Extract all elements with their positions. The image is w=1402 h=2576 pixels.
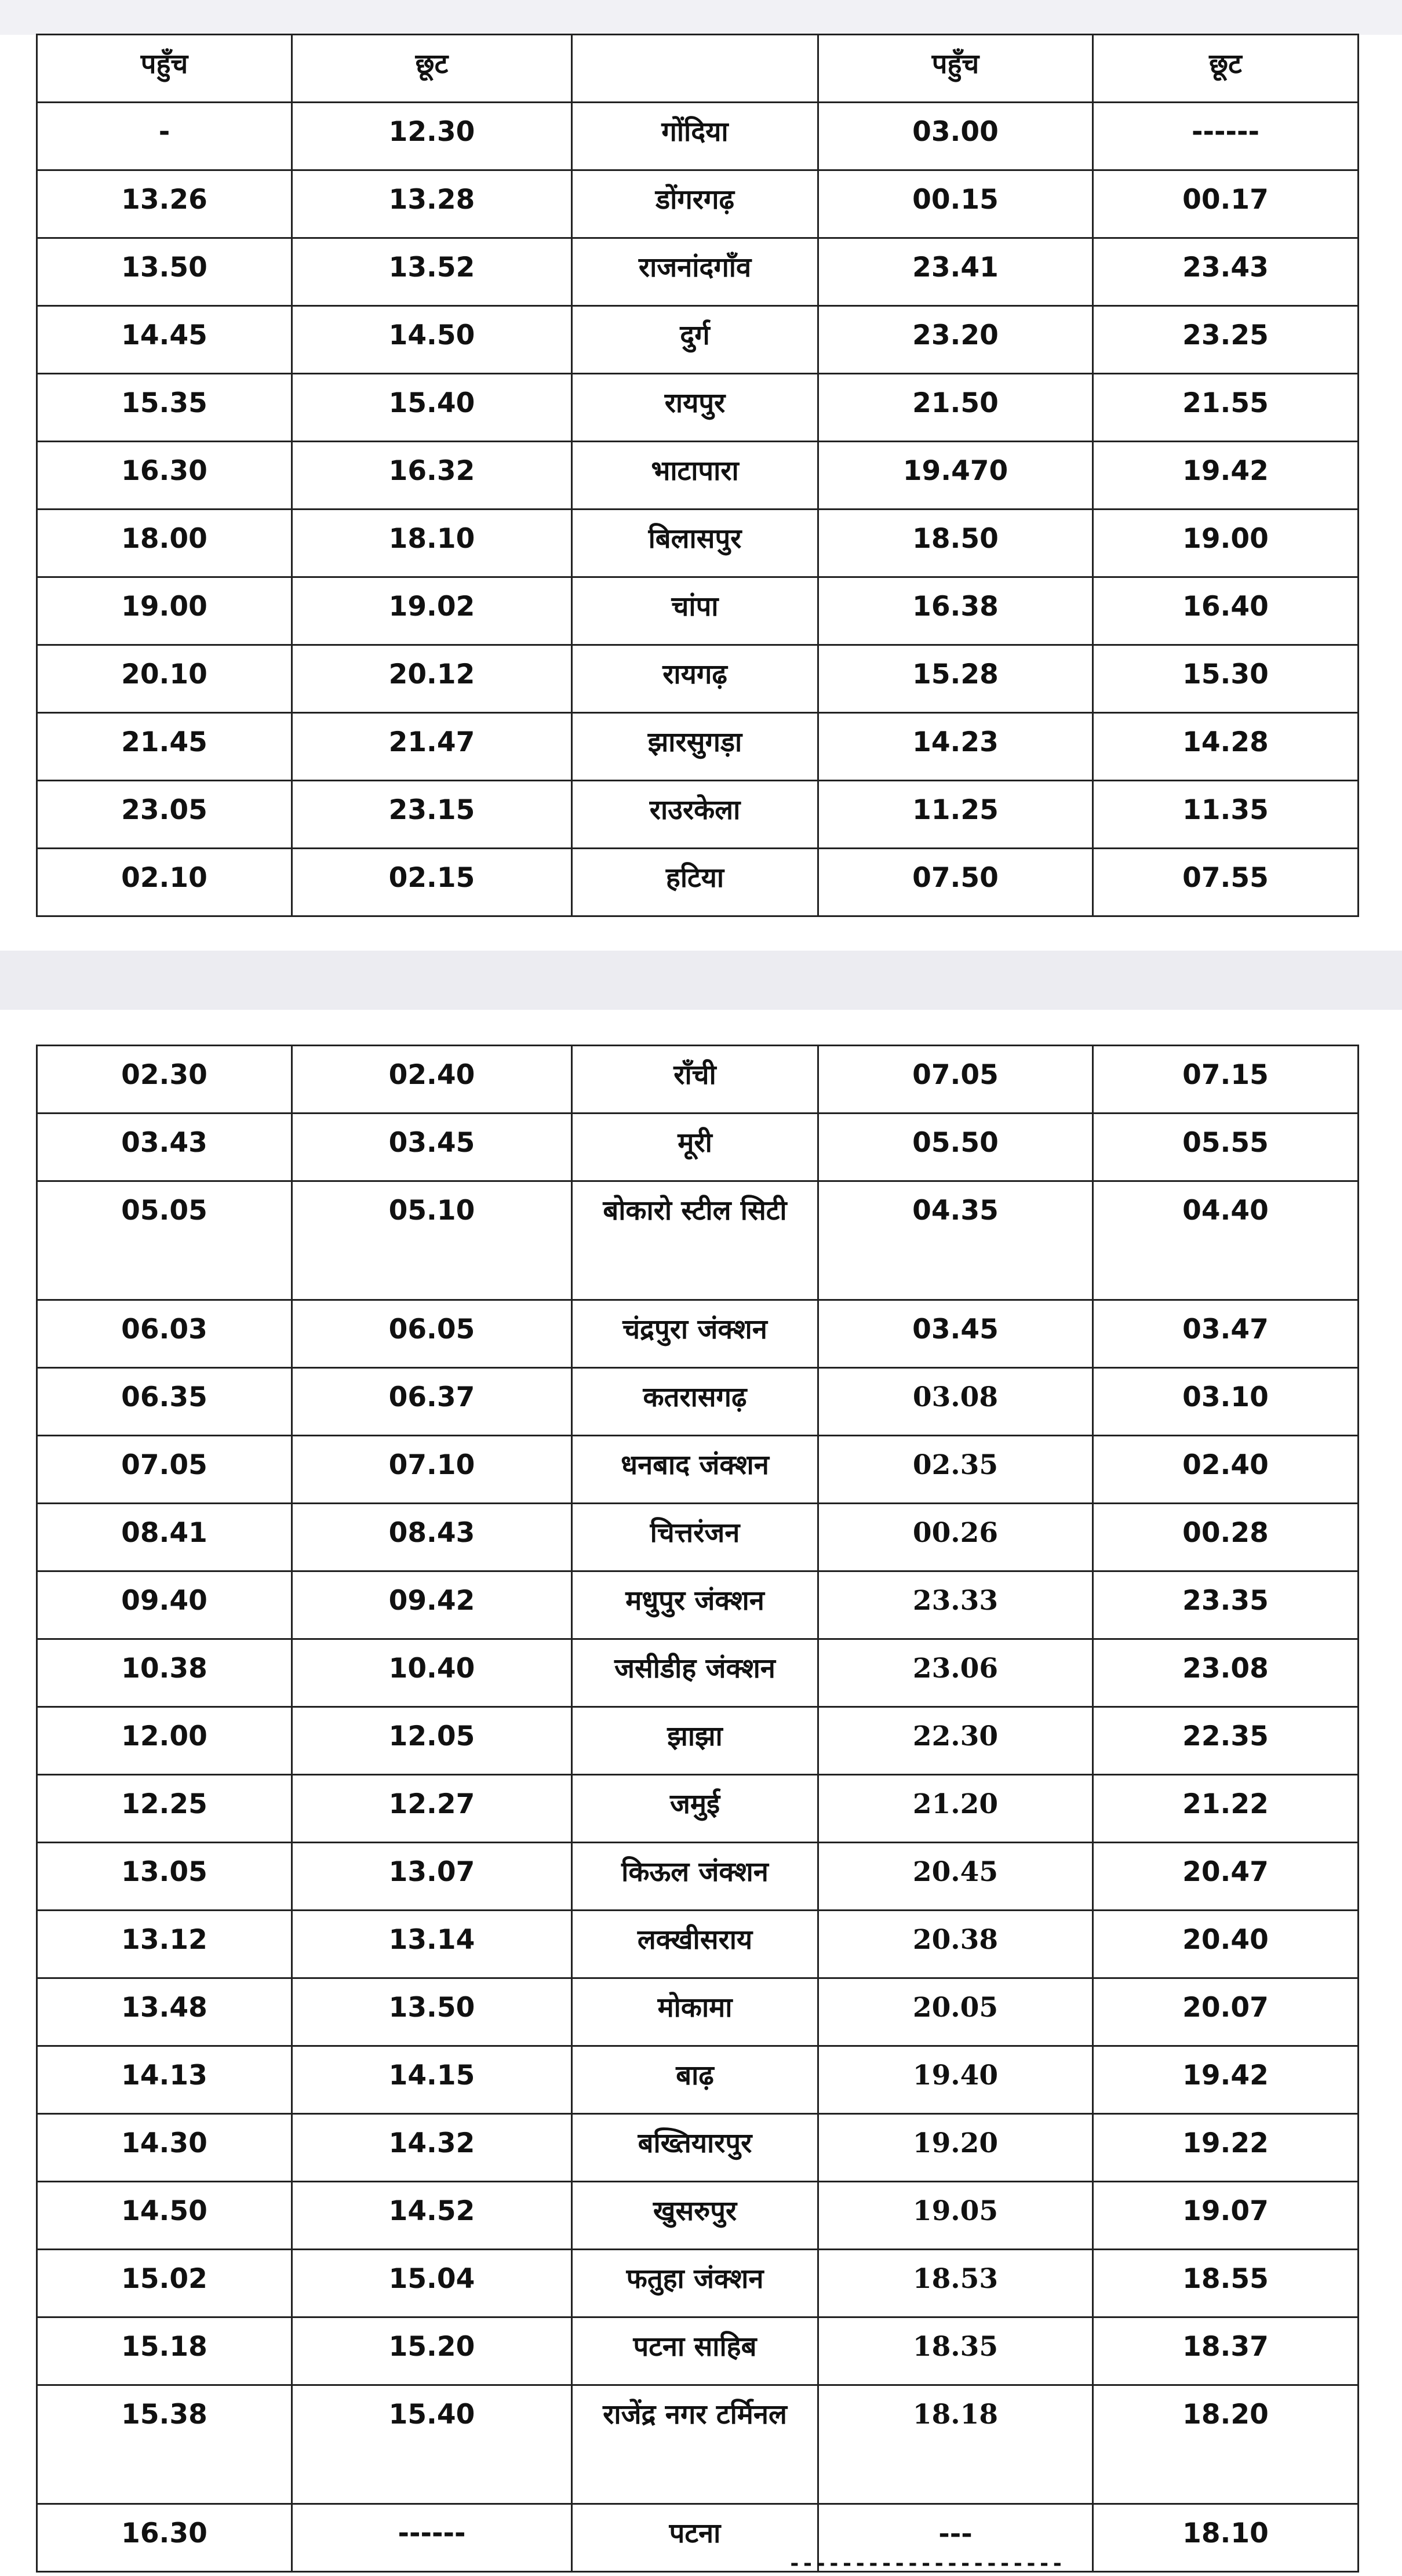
table-cell: 07.10 [292, 1436, 572, 1504]
column-header: छूट [292, 35, 572, 103]
table-cell: 21.55 [1093, 374, 1359, 442]
table-cell: 16.30 [37, 442, 292, 510]
table-cell: 21.47 [292, 713, 572, 781]
table-cell: 10.38 [37, 1639, 292, 1707]
table-cell: 05.50 [818, 1114, 1093, 1181]
table-cell: 20.38 [818, 1911, 1093, 1978]
table-cell: रायगढ़ [572, 645, 818, 713]
table-row [37, 1639, 1359, 1707]
table-cell: हटिया [572, 849, 818, 916]
table-cell: 15.28 [818, 645, 1093, 713]
table-cell: 12.25 [37, 1775, 292, 1843]
table-cell: 06.35 [37, 1368, 292, 1436]
table-row [37, 2504, 1359, 2572]
table-cell: 09.40 [37, 1571, 292, 1639]
table-cell: 18.20 [1093, 2385, 1359, 2504]
table-cell: फतुहा जंक्शन [572, 2250, 818, 2317]
table-cell: 14.50 [292, 306, 572, 374]
table-cell: 13.50 [292, 1978, 572, 2046]
table-cell: 19.22 [1093, 2114, 1359, 2182]
table-row [37, 1181, 1359, 1300]
table-cell: झारसुगड़ा [572, 713, 818, 781]
table-cell: 15.20 [292, 2317, 572, 2385]
table-cell: 18.10 [292, 510, 572, 577]
table-cell: झाझा [572, 1707, 818, 1775]
table-cell: 12.00 [37, 1707, 292, 1775]
table-cell: 18.35 [818, 2317, 1093, 2385]
table-cell: 13.50 [37, 238, 292, 306]
table-cell: लक्खीसराय [572, 1911, 818, 1978]
table-row [37, 1911, 1359, 1978]
top-strip [0, 0, 1402, 35]
table-cell: 23.25 [1093, 306, 1359, 374]
table-cell: डोंगरगढ़ [572, 170, 818, 238]
table-row [37, 577, 1359, 645]
table-cell: 02.10 [37, 849, 292, 916]
table-row [37, 510, 1359, 577]
table-cell: 23.15 [292, 781, 572, 849]
table-cell: 19.40 [818, 2046, 1093, 2114]
table-cell: 19.05 [818, 2182, 1093, 2250]
table-cell: 19.42 [1093, 2046, 1359, 2114]
table-cell: 19.02 [292, 577, 572, 645]
table-cell: 23.43 [1093, 238, 1359, 306]
table-cell: 21.50 [818, 374, 1093, 442]
table-cell: राजनांदगाँव [572, 238, 818, 306]
table-cell: 19.07 [1093, 2182, 1359, 2250]
table-cell: 15.04 [292, 2250, 572, 2317]
table-row [37, 2182, 1359, 2250]
table-cell: 23.20 [818, 306, 1093, 374]
table-cell: 19.42 [1093, 442, 1359, 510]
table-row [37, 2114, 1359, 2182]
table-cell: 10.40 [292, 1639, 572, 1707]
table-cell: - [37, 103, 292, 170]
table-cell: 22.35 [1093, 1707, 1359, 1775]
table-cell: 20.05 [818, 1978, 1093, 2046]
table-row [37, 170, 1359, 238]
table-cell: बाढ़ [572, 2046, 818, 2114]
table-cell: 03.43 [37, 1114, 292, 1181]
header-row [37, 35, 1359, 103]
column-header: पहुँच [818, 35, 1093, 103]
table-cell: 14.23 [818, 713, 1093, 781]
table-cell: 20.12 [292, 645, 572, 713]
table-cell: 14.52 [292, 2182, 572, 2250]
table-cell: 15.02 [37, 2250, 292, 2317]
table-cell: 03.08 [818, 1368, 1093, 1436]
table-cell: खुसरुपुर [572, 2182, 818, 2250]
table-cell: 11.25 [818, 781, 1093, 849]
table-cell: 11.35 [1093, 781, 1359, 849]
table-row [37, 1114, 1359, 1181]
table-cell: 13.28 [292, 170, 572, 238]
table-cell: 14.32 [292, 2114, 572, 2182]
table-row [37, 374, 1359, 442]
table-cell: 14.13 [37, 2046, 292, 2114]
table-cell: ------ [292, 2504, 572, 2572]
table-row [37, 1436, 1359, 1504]
table-cell: 23.33 [818, 1571, 1093, 1639]
table-cell: 03.47 [1093, 1300, 1359, 1368]
table-cell: 18.53 [818, 2250, 1093, 2317]
table-row [37, 713, 1359, 781]
table-cell: पटना साहिब [572, 2317, 818, 2385]
table-cell: 15.38 [37, 2385, 292, 2504]
table-cell: 21.45 [37, 713, 292, 781]
table-row [37, 1707, 1359, 1775]
table-cell: 00.26 [818, 1504, 1093, 1571]
table-cell: 18.00 [37, 510, 292, 577]
table-cell: 13.48 [37, 1978, 292, 2046]
table-cell: गोंदिया [572, 103, 818, 170]
table-cell: 03.45 [818, 1300, 1093, 1368]
table-cell: 13.05 [37, 1843, 292, 1911]
table-cell: 09.42 [292, 1571, 572, 1639]
table-cell: 13.07 [292, 1843, 572, 1911]
table-cell: 20.40 [1093, 1911, 1359, 1978]
timetable-part-1 [36, 34, 1359, 917]
table-cell: 20.10 [37, 645, 292, 713]
table-cell: 13.26 [37, 170, 292, 238]
table-cell: 18.37 [1093, 2317, 1359, 2385]
table-cell: 00.28 [1093, 1504, 1359, 1571]
table-row [37, 1046, 1359, 1114]
table-cell: 14.30 [37, 2114, 292, 2182]
table-cell: 15.40 [292, 2385, 572, 2504]
table-cell: 23.41 [818, 238, 1093, 306]
table-cell: 18.18 [818, 2385, 1093, 2504]
footer-dashes: --------------------- [788, 2552, 1065, 2575]
table-row [37, 1978, 1359, 2046]
table-cell: 02.30 [37, 1046, 292, 1114]
table-cell: 07.15 [1093, 1046, 1359, 1114]
column-header: पहुँच [37, 35, 292, 103]
table-row [37, 306, 1359, 374]
table-cell: 23.05 [37, 781, 292, 849]
table-cell: 18.50 [818, 510, 1093, 577]
table-cell: बिलासपुर [572, 510, 818, 577]
table-cell: ------ [1093, 103, 1359, 170]
table-row [37, 1775, 1359, 1843]
table-cell: मोकामा [572, 1978, 818, 2046]
table-cell: बख्तियारपुर [572, 2114, 818, 2182]
table-cell: राँची [572, 1046, 818, 1114]
table-cell: 23.08 [1093, 1639, 1359, 1707]
table-row [37, 442, 1359, 510]
table-cell: 12.27 [292, 1775, 572, 1843]
table-cell: 22.30 [818, 1707, 1093, 1775]
table-cell: 18.55 [1093, 2250, 1359, 2317]
column-header [572, 35, 818, 103]
table-cell: 18.10 [1093, 2504, 1359, 2572]
table-cell: 07.55 [1093, 849, 1359, 916]
table-cell: राजेंद्र नगर टर्मिनल [572, 2385, 818, 2504]
table-cell: 02.40 [1093, 1436, 1359, 1504]
table-cell: 04.40 [1093, 1181, 1359, 1300]
table-cell: 21.22 [1093, 1775, 1359, 1843]
table-cell: 19.00 [1093, 510, 1359, 577]
table-cell: 23.06 [818, 1639, 1093, 1707]
table-cell: 00.17 [1093, 170, 1359, 238]
table-cell: 13.14 [292, 1911, 572, 1978]
table-cell: धनबाद जंक्शन [572, 1436, 818, 1504]
table-row [37, 1504, 1359, 1571]
table-cell: 15.18 [37, 2317, 292, 2385]
table-cell: 19.00 [37, 577, 292, 645]
table-cell: 15.40 [292, 374, 572, 442]
table-row [37, 1300, 1359, 1368]
table-cell: 14.28 [1093, 713, 1359, 781]
table-row [37, 1843, 1359, 1911]
table-cell: 03.00 [818, 103, 1093, 170]
table-cell: 20.45 [818, 1843, 1093, 1911]
timetable-part-2 [36, 1045, 1359, 2573]
table-cell: बोकारो स्टील सिटी [572, 1181, 818, 1300]
table-cell: 23.35 [1093, 1571, 1359, 1639]
table-cell: 12.30 [292, 103, 572, 170]
table-cell: 14.45 [37, 306, 292, 374]
table-cell: 07.05 [818, 1046, 1093, 1114]
table-cell: चांपा [572, 577, 818, 645]
table-cell: 14.50 [37, 2182, 292, 2250]
table-cell: मधुपुर जंक्शन [572, 1571, 818, 1639]
table-cell: 06.03 [37, 1300, 292, 1368]
table-cell: 06.05 [292, 1300, 572, 1368]
table-cell: 19.20 [818, 2114, 1093, 2182]
table-cell: 08.43 [292, 1504, 572, 1571]
table-cell: 03.10 [1093, 1368, 1359, 1436]
table-row [37, 2385, 1359, 2504]
table-row [37, 1368, 1359, 1436]
table-cell: रायपुर [572, 374, 818, 442]
table-row [37, 103, 1359, 170]
table-row [37, 238, 1359, 306]
table-cell: 19.470 [818, 442, 1093, 510]
table-cell: 05.05 [37, 1181, 292, 1300]
table-row [37, 781, 1359, 849]
table-cell: 06.37 [292, 1368, 572, 1436]
column-header: छूट [1093, 35, 1359, 103]
table-cell: 05.10 [292, 1181, 572, 1300]
table-row [37, 2250, 1359, 2317]
table-cell: 16.40 [1093, 577, 1359, 645]
table-row [37, 2046, 1359, 2114]
table-cell: चित्तरंजन [572, 1504, 818, 1571]
table-cell: 12.05 [292, 1707, 572, 1775]
table-cell: 20.07 [1093, 1978, 1359, 2046]
table-row [37, 1571, 1359, 1639]
table-cell: 14.15 [292, 2046, 572, 2114]
table-cell: 04.35 [818, 1181, 1093, 1300]
table-cell: पटना [572, 2504, 818, 2572]
table-cell: 13.52 [292, 238, 572, 306]
table-cell: किऊल जंक्शन [572, 1843, 818, 1911]
table-cell: 16.30 [37, 2504, 292, 2572]
table-cell: 03.45 [292, 1114, 572, 1181]
table-cell: 02.35 [818, 1436, 1093, 1504]
table-cell: 16.32 [292, 442, 572, 510]
page-gap [0, 951, 1402, 1010]
table-cell: 13.12 [37, 1911, 292, 1978]
table-row [37, 645, 1359, 713]
table-cell: 08.41 [37, 1504, 292, 1571]
table-cell: दुर्ग [572, 306, 818, 374]
table-cell: 02.15 [292, 849, 572, 916]
table-cell: राउरकेला [572, 781, 818, 849]
table-cell: 07.05 [37, 1436, 292, 1504]
table-row [37, 849, 1359, 916]
table-cell: 02.40 [292, 1046, 572, 1114]
table-cell: 07.50 [818, 849, 1093, 916]
table-cell: 15.30 [1093, 645, 1359, 713]
table-cell: भाटापारा [572, 442, 818, 510]
table-cell: कतरासगढ़ [572, 1368, 818, 1436]
table-cell: मूरी [572, 1114, 818, 1181]
table-cell: --- [818, 2504, 1093, 2572]
table-cell: 20.47 [1093, 1843, 1359, 1911]
table-cell: 15.35 [37, 374, 292, 442]
table-cell: जसीडीह जंक्शन [572, 1639, 818, 1707]
table-cell: 21.20 [818, 1775, 1093, 1843]
table-cell: 05.55 [1093, 1114, 1359, 1181]
table-row [37, 2317, 1359, 2385]
table-cell: 16.38 [818, 577, 1093, 645]
table-cell: चंद्रपुरा जंक्शन [572, 1300, 818, 1368]
table-cell: जमुई [572, 1775, 818, 1843]
table-cell: 00.15 [818, 170, 1093, 238]
